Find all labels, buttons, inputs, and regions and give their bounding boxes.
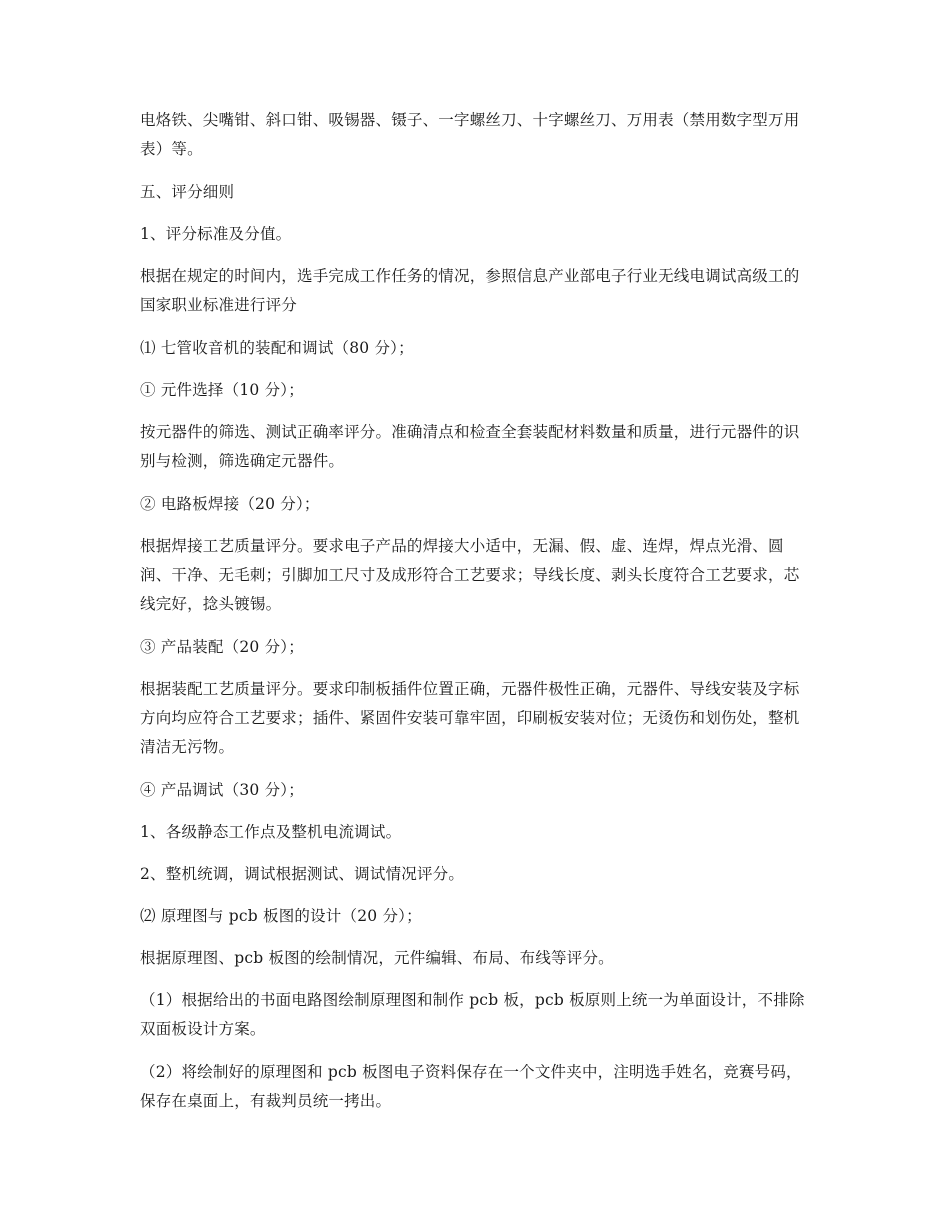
component-selection-paragraph: 按元器件的筛选、测试正确率评分。准确清点和检查全套装配材料数量和质量，进行元器件的识别与检测，筛选确定元器件。 xyxy=(140,423,800,470)
item-component-selection: ① 元件选择（10 分）； xyxy=(140,381,304,399)
item-schematic-pcb-design: ⑵ 原理图与 pcb 板图的设计（20 分）； xyxy=(140,907,422,925)
subheading-criteria: 1、评分标准及分值。 xyxy=(140,225,292,243)
soldering-paragraph: 根据焊接工艺质量评分。要求电子产品的焊接大小适中，无漏、假、虚、连焊，焊点光滑、圆润、干净、无毛刺；引脚加工尺寸及成形符合工艺要求；导线长度、剥头长度符合工艺要求，芯线完好，捻头镀锡。 xyxy=(140,537,800,613)
item-board-soldering: ② 电路板焊接（20 分）； xyxy=(140,495,320,513)
section-heading-scoring: 五、评分细则 xyxy=(140,183,235,201)
tools-paragraph: 电烙铁、尖嘴钳、斜口钳、吸锡器、镊子、一字螺丝刀、十字螺丝刀、万用表（禁用数字型万用表）等。 xyxy=(140,111,800,158)
design-requirement-2: （2）将绘制好的原理图和 pcb 板图电子资料保存在一个文件夹中，注明选手姓名，竞赛号码，保存在桌面上，有裁判员统一拷出。 xyxy=(140,1063,802,1110)
debugging-step-1: 1、各级静态工作点及整机电流调试。 xyxy=(140,823,402,841)
item-product-assembly: ③ 产品装配（20 分）； xyxy=(140,638,304,656)
document-page xyxy=(140,106,812,1130)
assembly-paragraph: 根据装配工艺质量评分。要求印制板插件位置正确，元器件极性正确，元器件、导线安装及字标方向均应符合工艺要求；插件、紧固件安装可靠牢固，印刷板安装对位；无烫伤和划伤处，整机清洁无污物。 xyxy=(140,680,800,756)
item-product-debugging: ④ 产品调试（30 分）； xyxy=(140,781,304,799)
debugging-step-2: 2、整机统调，调试根据测试、调试情况评分。 xyxy=(140,865,465,883)
scoring-basis-paragraph: 根据在规定的时间内，选手完成工作任务的情况，参照信息产业部电子行业无线电调试高级工的国家职业标准进行评分 xyxy=(140,267,800,314)
design-requirement-1: （1）根据给出的书面电路图绘制原理图和制作 pcb 板，pcb 板原则上统一为单面设计，不排除双面板设计方案。 xyxy=(140,991,805,1038)
design-scoring-paragraph: 根据原理图、pcb 板图的绘制情况，元件编辑、布局、布线等评分。 xyxy=(140,949,614,967)
item-radio-assembly: ⑴ 七管收音机的装配和调试（80 分）； xyxy=(140,339,414,357)
